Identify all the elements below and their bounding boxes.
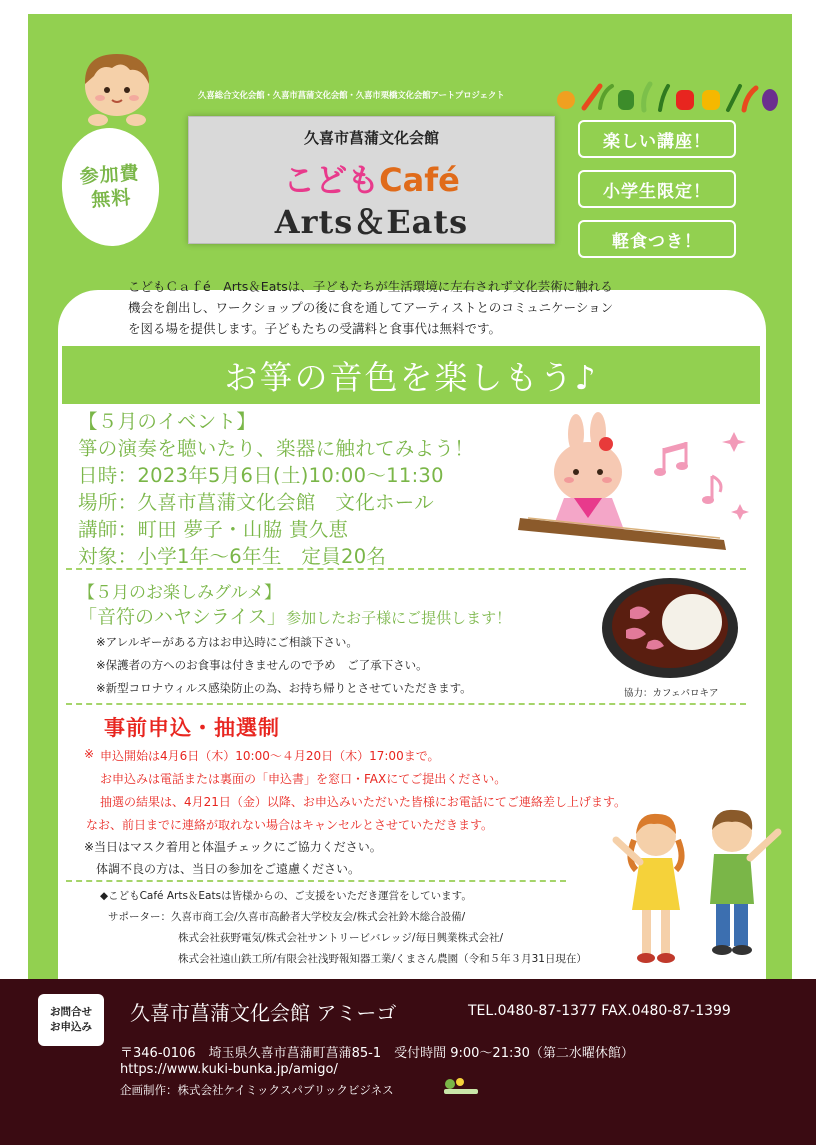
gourmet-heading: 【５月のお楽しみグルメ】 (78, 583, 281, 603)
kids-illustration-icon (596, 800, 792, 970)
feature-fun-lesson: 楽しい講座！ (578, 120, 736, 158)
logo-title (189, 155, 554, 201)
fee-badge-line2: 無料 (90, 186, 133, 212)
gourmet-offer: 参加したお子様にご提供します！ (286, 609, 512, 627)
apply-mask-note: ※当日はマスク着用と体温チェックにご協力ください。 (84, 840, 382, 854)
footer-hall-name: 久喜市菖蒲文化会館 アミーゴ (130, 1001, 397, 1025)
supporters-line: 株式会社遠山鉄工所/有限会社浅野報知器工業/くまさん農園（令和５年３月31日現在） (178, 953, 587, 965)
intro-line: こどもＣａｆé Arts＆Eatsは、子どもたちが生活環境に左右されず文化芸術に触れる (128, 279, 613, 294)
supporters-line: 株式会社荻野電気/株式会社サントリービバレッジ/毎日興業株式会社/ (178, 932, 503, 944)
event-target: 対象：小学1年～6年生 定員20名 (78, 545, 387, 568)
gourmet-note: ※アレルギーがある方はお申込時にご相談下さい。 (96, 635, 358, 649)
gourmet-note: ※新型コロナウィルス感染防止の為、お持ち帰りとさせていただきます。 (96, 681, 472, 695)
contact-badge (38, 994, 104, 1046)
logo-subtitle: Arts＆Eats (274, 203, 469, 241)
contact-badge-line1: お問合せ (50, 1006, 92, 1018)
footer-planner: 企画制作：株式会社ケイミックスパブリックビジネス (120, 1083, 394, 1097)
logo-hall-name: 久喜市菖蒲文化会館 (303, 129, 439, 147)
feature-elementary-only: 小学生限定！ (578, 170, 736, 208)
vegetables-icon (556, 78, 782, 114)
footer-address: 〒346-0106 埼玉県久喜市菖蒲町菖蒲85-1 受付時間 9:00～21:30（第二水曜休館） (120, 1046, 634, 1061)
event-line: 箏の演奏を聴いたり、楽器に触れてみよう！ (78, 437, 475, 460)
event-heading: 【５月のイベント】 (78, 410, 257, 433)
apply-method: お申込みは電話または裏面の「申込書」を窓口・FAXにてご提出ください。 (100, 772, 507, 786)
apply-period: 申込開始は4月6日（木）10:00～４月20日（木）17:00まで。 (100, 749, 440, 763)
feature-light-meal: 軽食つき！ (578, 220, 736, 258)
fee-badge-line1: 参加費 (78, 161, 141, 189)
section-divider (66, 568, 746, 570)
apply-health-note: 体調不良の方は、当日の参加をご遠慮ください。 (96, 862, 361, 876)
gourmet-dish-line (78, 602, 511, 629)
contact-badge-line2: お申込み (50, 1021, 92, 1033)
hayashi-rice-photo-icon (600, 572, 740, 682)
intro-text (128, 276, 728, 339)
support-statement: ◆こどもCafé Arts＆Eatsは皆様からの、ご支援をいただき運営をしています。 (100, 890, 472, 902)
project-line: 久喜総合文化会館・久喜市菖蒲文化会館・久喜市栗橋文化会館アートプロジェクト (198, 91, 505, 101)
gourmet-note: ※保護者の方へのお食事は付きませんので予め ご了承下さい。 (96, 658, 428, 672)
sponsor-logo-icon (442, 1076, 480, 1096)
footer-url-link[interactable]: https://www.kuki-bunka.jp/amigo/ (120, 1062, 338, 1077)
gourmet-dish: 「音符のハヤシライス」 (78, 606, 287, 628)
child-illustration-icon (72, 46, 162, 132)
footer-phone-fax: TEL.0480-87-1377 FAX.0480-87-1399 (468, 1003, 731, 1019)
logo-title-kodomo: こども (283, 161, 380, 199)
event-venue: 場所：久喜市菖蒲文化会館 文化ホール (78, 491, 435, 514)
apply-mark: ※ (84, 747, 95, 761)
event-headline: お箏の音色を楽しもう♪ (62, 346, 760, 404)
event-date: 日時：2023年5月6日(土)10:00～11:30 (78, 464, 444, 487)
intro-line: を図る場を提供します。子どもたちの受講料と食事代は無料です。 (128, 321, 502, 336)
event-instructor: 講師：町田 夢子・山脇 貴久恵 (78, 518, 349, 541)
kodomo-cafe-logo (188, 116, 555, 244)
apply-lottery: 抽選の結果は、4月21日（金）以降、お申込みいただいた皆様にお電話にてご連絡差し上げます。 (100, 795, 626, 809)
apply-cancel: なお、前日までに連絡が取れない場合はキャンセルとさせていただきます。 (86, 818, 494, 832)
logo-title-cafe: Café (379, 161, 460, 199)
apply-heading: 事前申込・抽選制 (104, 716, 280, 740)
section-divider (66, 703, 746, 705)
koto-rabbit-illustration-icon (514, 412, 754, 562)
intro-line: 機会を創出し、ワークショップの後に食を通してアーティストとのコミュニケーション (128, 300, 614, 315)
section-divider (66, 880, 566, 882)
photo-credit: 協力：カフェパロキア (624, 688, 719, 699)
supporters-line: サポーター：久喜市商工会/久喜市高齢者大学校友会/株式会社鈴木総合設備/ (108, 911, 466, 923)
